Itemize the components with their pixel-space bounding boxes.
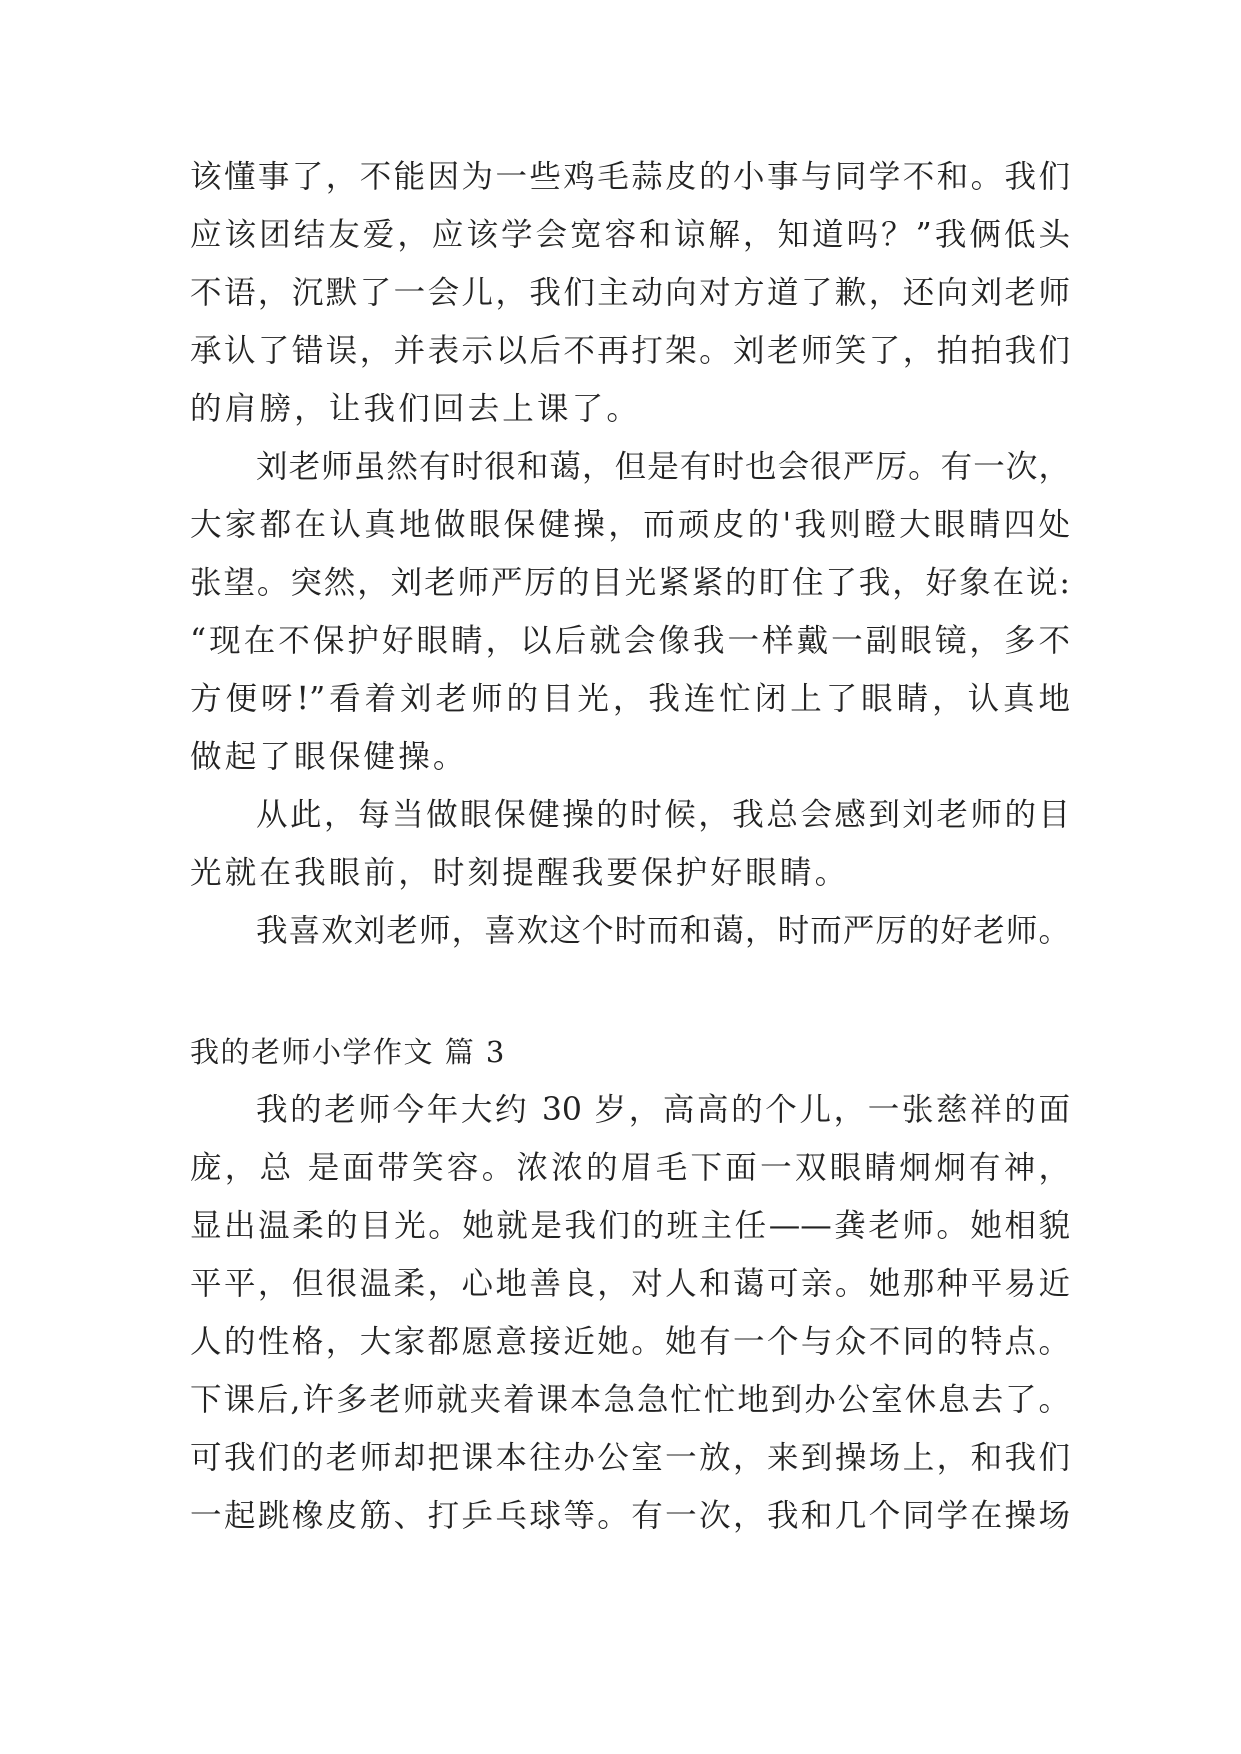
text-line: 人的性格，大家都愿意接近她。她有一个与众不同的特点。 [190,1324,1070,1360]
text-line: 刘老师虽然有时很和蔼，但是有时也会很严厉。有一次， [256,449,1070,485]
text-line: 方便呀!”看着刘老师的目光，我连忙闭上了眼睛，认真地 [190,681,1070,717]
text-line: 庞，总 是面带笑容。浓浓的眉毛下面一双眼睛炯炯有神， [190,1150,1070,1186]
text-line: 平平，但很温柔，心地善良，对人和蔼可亲。她那种平易近 [190,1266,1070,1302]
text-line: 不语，沉默了一会儿，我们主动向对方道了歉，还向刘老师 [190,275,1070,311]
section-heading: 我的老师小学作文 篇 3 [190,1035,506,1069]
text-line: 大家都在认真地做眼保健操，而顽皮的'我则瞪大眼睛四处 [190,507,1070,543]
text-line: 张望。突然，刘老师严厉的目光紧紧的盯住了我，好象在说: [190,565,1070,601]
text-line: 的肩膀，让我们回去上课了。 [190,391,642,427]
text-line: 下课后,许多老师就夹着课本急急忙忙地到办公室休息去了。 [190,1382,1070,1418]
text-line: 光就在我眼前，时刻提醒我要保护好眼睛。 [190,855,850,891]
text-line: 做起了眼保健操。 [190,739,468,775]
text-line: 显出温柔的目光。她就是我们的班主任——龚老师。她相貌 [190,1208,1070,1244]
text-line: 应该团结友爱，应该学会宽容和谅解，知道吗？”我俩低头 [190,217,1070,253]
text-line: “现在不保护好眼睛，以后就会像我一样戴一副眼镜，多不 [190,623,1070,659]
text-line: 一起跳橡皮筋、打乒乓球等。有一次，我和几个同学在操场 [190,1498,1070,1534]
text-line: 该懂事了，不能因为一些鸡毛蒜皮的小事与同学不和。我们 [190,159,1070,195]
text-line: 我喜欢刘老师，喜欢这个时而和蔼，时而严厉的好老师。 [256,913,1070,949]
text-line: 可我们的老师却把课本往办公室一放，来到操场上，和我们 [190,1440,1070,1476]
text-line: 我的老师今年大约 30 岁，高高的个儿，一张慈祥的面 [256,1092,1070,1128]
text-line: 承认了错误，并表示以后不再打架。刘老师笑了，拍拍我们 [190,333,1070,369]
text-line: 从此，每当做眼保健操的时候，我总会感到刘老师的目 [256,797,1070,833]
